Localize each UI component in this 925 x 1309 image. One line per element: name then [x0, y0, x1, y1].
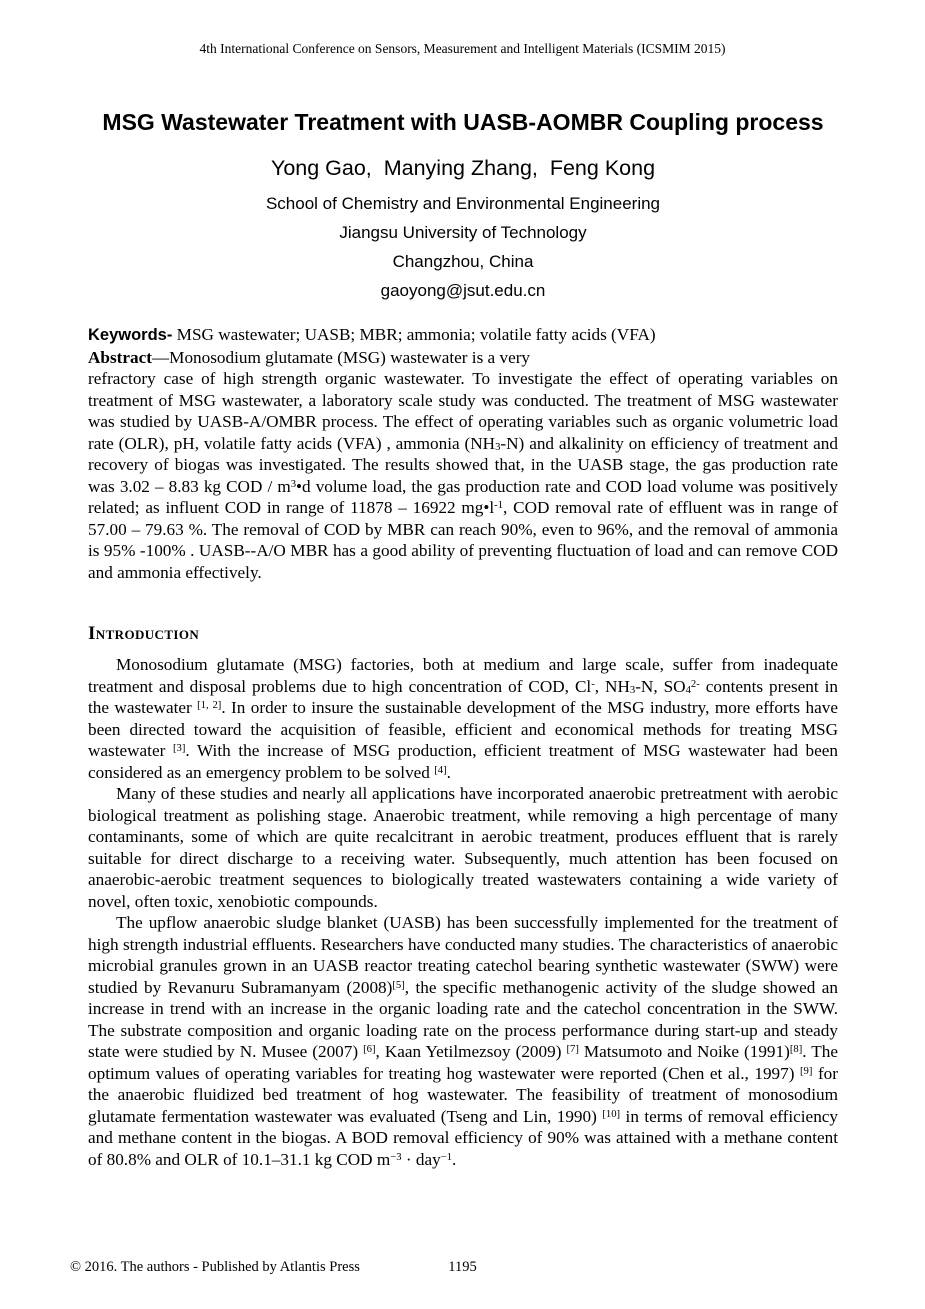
keywords-label: Keywords- — [88, 326, 173, 344]
affiliation-block — [88, 189, 838, 305]
body-text — [88, 324, 838, 1170]
author-email: gaoyong@jsut.edu.cn — [380, 281, 546, 300]
intro-paragraph-1: Monosodium glutamate (MSG) factories, both at medium and large scale, suffer from inadequate treatment and disposal problems due to high concentration of COD, Cl-, $NH_3-N$, $SO_4^{2-}$ contents present in the wastewater [1, 2]. In order to insure the sustainable development of the MSG industry, more efforts have been directed toward the acquisition of feasible, efficient and economical methods for treating MSG wastewater [3]. With the increase of MSG production, efficient treatment of MSG wastewater had been considered as an emergency problem to be solved [4]. — [88, 655, 839, 782]
affiliation-city: Changzhou, China — [392, 252, 534, 271]
affiliation-school: School of Chemistry and Environmental Engineering — [265, 194, 661, 213]
intro-paragraph-2: Many of these studies and nearly all applications have incorporated anaerobic pretreatment with aerobic biological treatment as polishing stage. Anaerobic treatment, while removing a high percentage of many contaminants, some of which are quite recalcitrant in aerobic treatment, produces effluent that is rarely suitable for direct discharge to a receiving water. Subsequently, much attention has been focused on anaerobic-aerobic treatment sequences to biologically treated wastewaters containing a wide variety of novel, often toxic, xenobiotic compounds. — [88, 784, 838, 911]
paper-title: MSG Wastewater Treatment with UASB-AOMBR Coupling process — [102, 109, 824, 135]
abstract-body: refractory case of high strength organic wastewater. To investigate the effect of operating variables on treatment of MSG wastewater, a laboratory scale study was conducted. The treatment of MSG wastewater was studied by UASB-A/OMBR process. The effect of operating variables such as organic volumetric load rate (OLR), pH, volatile fatty acids (VFA) , ammonia $(NH_3-N)$ and alkalinity on efficiency of treatment and recovery of biogas was investigated. The results showed that, in the UASB stage, the gas production rate was 3.02 – 8.83 kg COD / $m^3•d$ volume load, the gas production rate and COD load volume was positively related; as influent COD in range of 11878 – 16922 $mg•l^{-1}$, COD removal rate of effluent was in range of 57.00 – 79.63 %. The removal of COD by MBR can reach 90%, even to 96%, and the removal of ammonia is 95% -100% . UASB--A/O MBR has a good ability of preventing fluctuation of load and can remove COD and ammonia effectively. — [88, 369, 838, 582]
footer-copyright: © 2016. The authors - Published by Atlantis Press — [70, 1259, 360, 1275]
section-heading-introduction: Introduction — [88, 623, 200, 644]
intro-paragraph-3: The upflow anaerobic sludge blanket (UASB) has been successfully implemented for the treatment of high strength industrial effluents. Researchers have conducted many studies. The characteristics of anaerobic microbial granules grown in an UASB reactor treating catechol bearing synthetic wastewater (SWW) were studied by Revanuru Subramanyam (2008)[5], the specific methanogenic activity of the sludge showed an increase in trend with an increase in the organic loading rate and the catechol concentration in the SWW. The substrate composition and organic loading rate on the process performance during start-up and steady state were studied by N. Musee (2007) [6], Kaan Yetilmezsoy (2009) [7] Matsumoto and Noike (1991)[8]. The optimum values of operating variables for treating hog wastewater were reported (Chen et al., 1997) [9] for the anaerobic fluidized bed treatment of hog wastewater. The feasibility of treatment of monosodium glutamate fermentation wastewater was evaluated (Tseng and Lin, 1990) [10] in terms of removal efficiency and methane content in the biogas. A BOD removal efficiency of 90% was attained with a methane content of 80.8% and OLR of 10.1–31.1 kg COD $m^{-3} \cdot day^{-1}$. — [88, 913, 839, 1169]
authors-line: Yong Gao, Manying Zhang, Feng Kong — [270, 156, 656, 180]
abstract-lead: Abstract—Monosodium glutamate (MSG) wastewater is a very — [88, 347, 531, 367]
running-header: 4th International Conference on Sensors, Measurement and Intelligent Materials (ICSMIM 2015) — [199, 41, 726, 56]
affiliation-university: Jiangsu University of Technology — [339, 223, 587, 242]
keywords-text: MSG wastewater; UASB; MBR; ammonia; volatile fatty acids (VFA) — [172, 325, 656, 344]
keywords-line — [88, 324, 838, 347]
page-number: 1195 — [448, 1259, 477, 1275]
